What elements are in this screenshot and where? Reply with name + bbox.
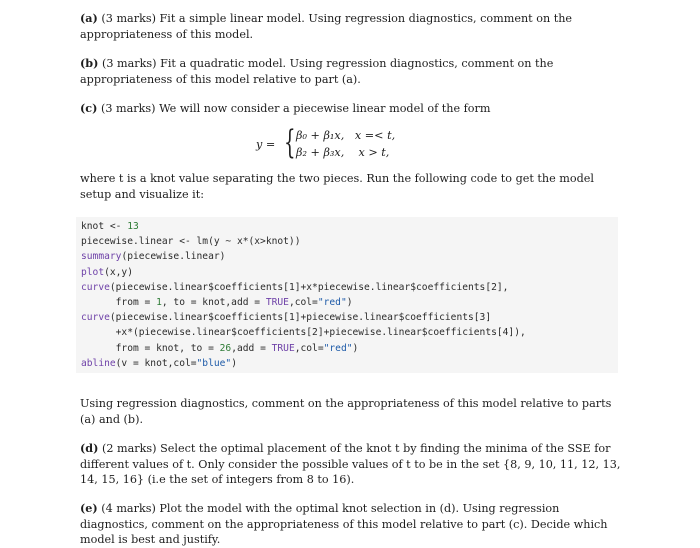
code-line: curve(piecewise.linear$coefficients[1]+piecewise.linear$coefficients[3] — [81, 312, 492, 324]
part-d-text: (2 marks) Select the optimal placement of the knot t by finding the minima of the SSE for different values of t. Only consider the possible values of t to be in the set {8, 9, 10, 11, 12, 13, 14, 15, 16} (i.e the set of integers from 8 to 16). — [80, 442, 621, 486]
part-e-label: (e) — [80, 501, 98, 515]
code-line: curve(piecewise.linear$coefficients[1]+x*piecewise.linear$coefficients[2], — [81, 281, 509, 293]
part-b-text: (3 marks) Fit a quadratic model. Using regression diagnostics, comment on the appropriateness of this model relative to part (a). — [80, 57, 554, 86]
code-line: from = knot, to = 26,add = TRUE,col="red") — [81, 342, 359, 354]
code-line: from = 1, to = knot,add = TRUE,col="red") — [81, 297, 353, 309]
knot-description: where t is a knot value separating the two pieces. Run the following code to get the model setup and visualize it: — [80, 172, 595, 201]
code-line: plot(x,y) — [81, 266, 133, 278]
r-code-block — [76, 217, 618, 373]
part-a-label: (a) — [80, 11, 98, 25]
part-a — [80, 11, 625, 42]
part-e — [80, 501, 625, 548]
part-c-closing: Using regression diagnostics, comment on the appropriateness of this model relative to parts (a) and (b). — [80, 397, 612, 426]
code-line: piecewise.linear <- lm(y ~ x*(x>knot)) — [81, 236, 301, 248]
code-line: abline(v = knot,col="blue") — [81, 357, 237, 369]
code-line: knot <- 13 — [81, 221, 139, 232]
part-c-text: (3 marks) We will now consider a piecewise linear model of the form — [97, 102, 491, 115]
equation-brace: { — [284, 122, 296, 161]
code-line: summary(piecewise.linear) — [81, 251, 226, 263]
code-line: +x*(piecewise.linear$coefficients[2]+piecewise.linear$coefficients[4]), — [81, 327, 526, 339]
part-b — [80, 56, 625, 87]
part-d — [80, 441, 625, 488]
part-c — [80, 101, 625, 117]
equation-row-2: β₂ + β₃x, x > t, — [296, 146, 390, 159]
part-a-text: (3 marks) Fit a simple linear model. Using regression diagnostics, comment on the appropriateness of this model. — [80, 12, 573, 41]
part-e-text: (4 marks) Plot the model with the optimal knot selection in (d). Using regression diagnostics, comment on the appropriateness of this model relative to part (c). Decide which model is best and justify. — [80, 502, 608, 546]
piecewise-equation — [256, 122, 456, 163]
part-b-label: (b) — [80, 56, 99, 70]
equation-lhs: y = — [256, 138, 276, 151]
equation-row-1: β₀ + β₁x, x =< t, — [296, 129, 396, 142]
part-c-label: (c) — [80, 101, 98, 115]
part-d-label: (d) — [80, 441, 99, 455]
